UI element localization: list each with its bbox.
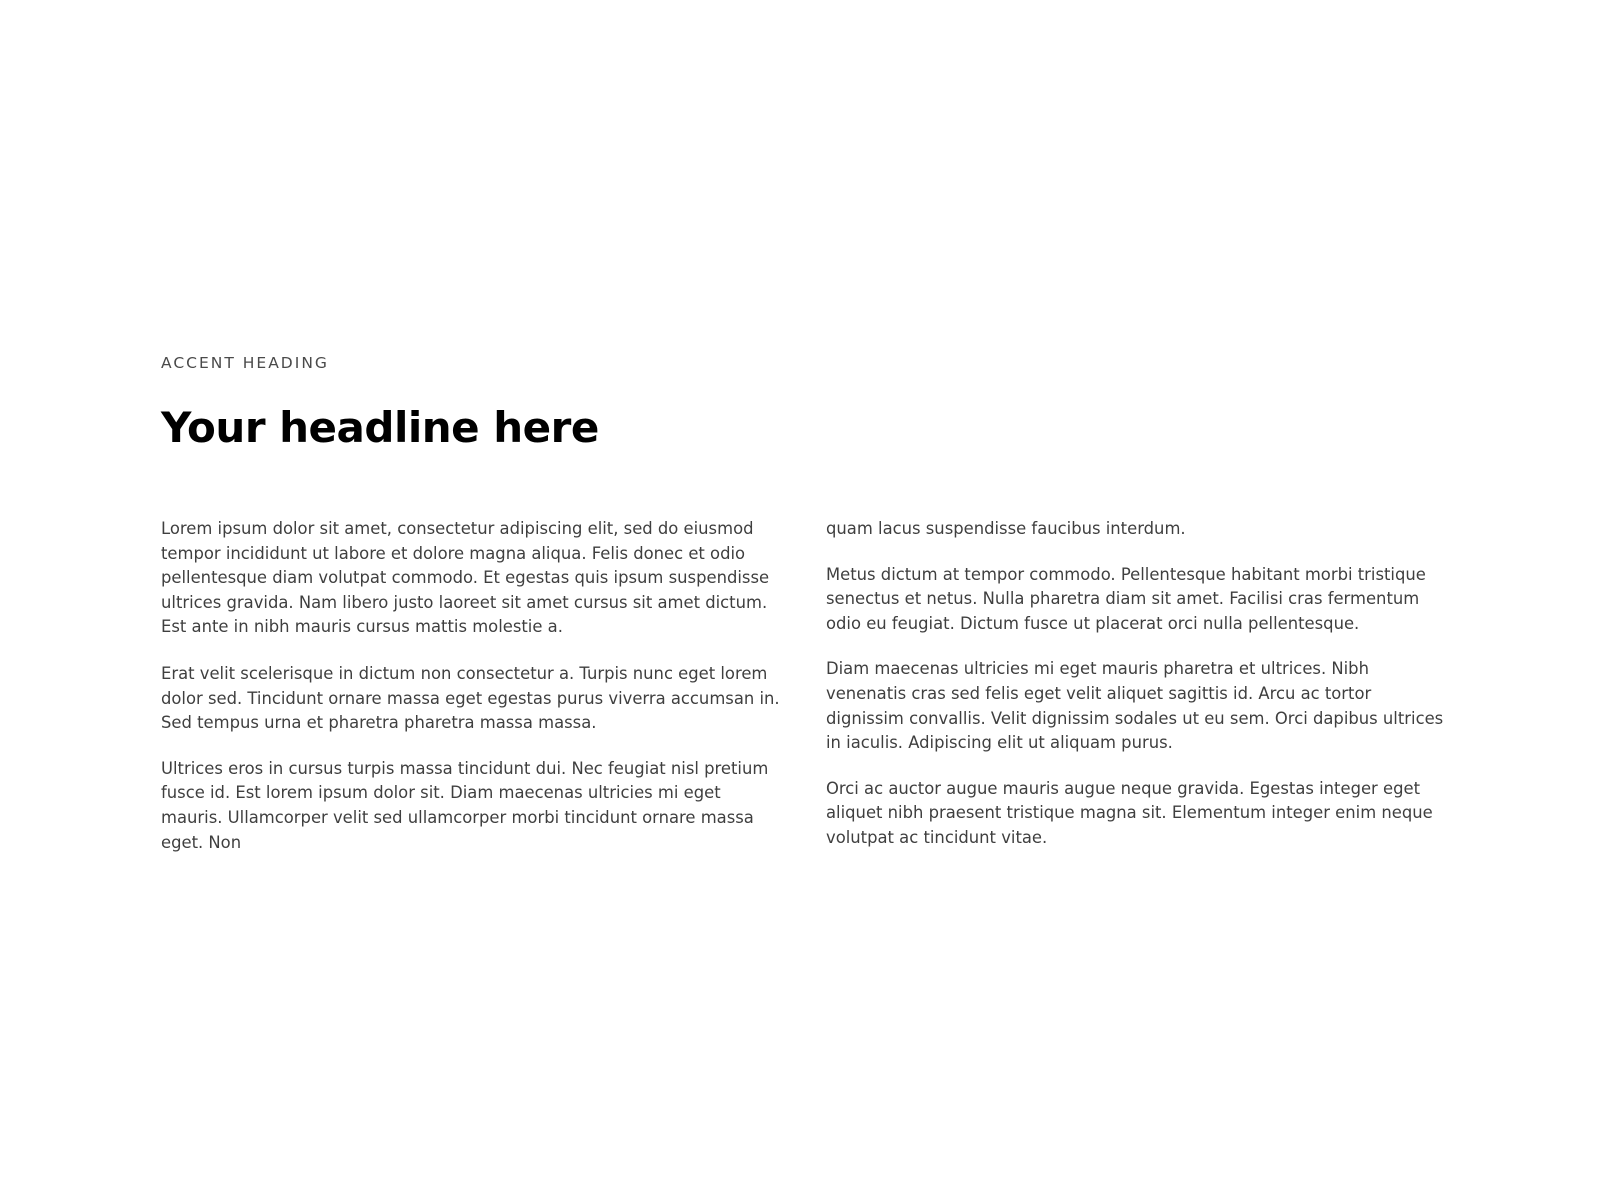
- body-paragraph: Erat velit scelerisque in dictum non consectetur a. Turpis nunc eget lorem dolor sed. Tincidunt ornare massa eget egestas purus viverra accumsan in. Sed tempus urna et pharetra pharetra massa massa.: [161, 663, 780, 733]
- left-column: [161, 517, 786, 876]
- body-paragraph: quam lacus suspendisse faucibus interdum.: [826, 519, 1186, 538]
- headline: Your headline here: [161, 403, 599, 452]
- body-paragraph: Orci ac auctor augue mauris augue neque gravida. Egestas integer eget aliquet nibh praesent tristique magna sit. Elementum integer enim neque volutpat ac tincidunt vitae.: [826, 778, 1433, 847]
- body-paragraph: Ultrices eros in cursus turpis massa tincidunt dui. Nec feugiat nisl pretium fusce id. Est lorem ipsum dolor sit. Diam maecenas ultricies mi eget mauris. Ullamcorper velit sed ullamcorper morbi tincidunt ornare massa eget. Non: [161, 758, 769, 852]
- text-columns: [161, 517, 1451, 876]
- body-paragraph: Metus dictum at tempor commodo. Pellentesque habitant morbi tristique senectus et netus. Nulla pharetra diam sit amet. Facilisi cras fermentum odio eu feugiat. Dictum fusce ut placerat orci nulla pellentesque.: [826, 564, 1426, 633]
- body-paragraph: Lorem ipsum dolor sit amet, consectetur adipiscing elit, sed do eiusmod tempor incididunt ut labore et dolore magna aliqua. Felis donec et odio pellentesque diam volutpat commodo. Et egestas quis ipsum suspendisse ultrices gravida. Nam libero justo laoreet sit amet cursus sit amet dictum. Est ante in nibh mauris cursus mattis molestie a.: [161, 519, 770, 637]
- accent-heading: ACCENT HEADING: [161, 354, 329, 372]
- body-paragraph: Diam maecenas ultricies mi eget mauris pharetra et ultrices. Nibh venenatis cras sed felis eget velit aliquet sagittis id. Arcu ac tortor dignissim convallis. Velit dignissim sodales ut eu sem. Orci dapibus ultrices in iaculis. Adipiscing elit ut aliquam purus.: [826, 659, 1444, 753]
- right-column: [826, 517, 1451, 876]
- content-section: [161, 353, 1451, 876]
